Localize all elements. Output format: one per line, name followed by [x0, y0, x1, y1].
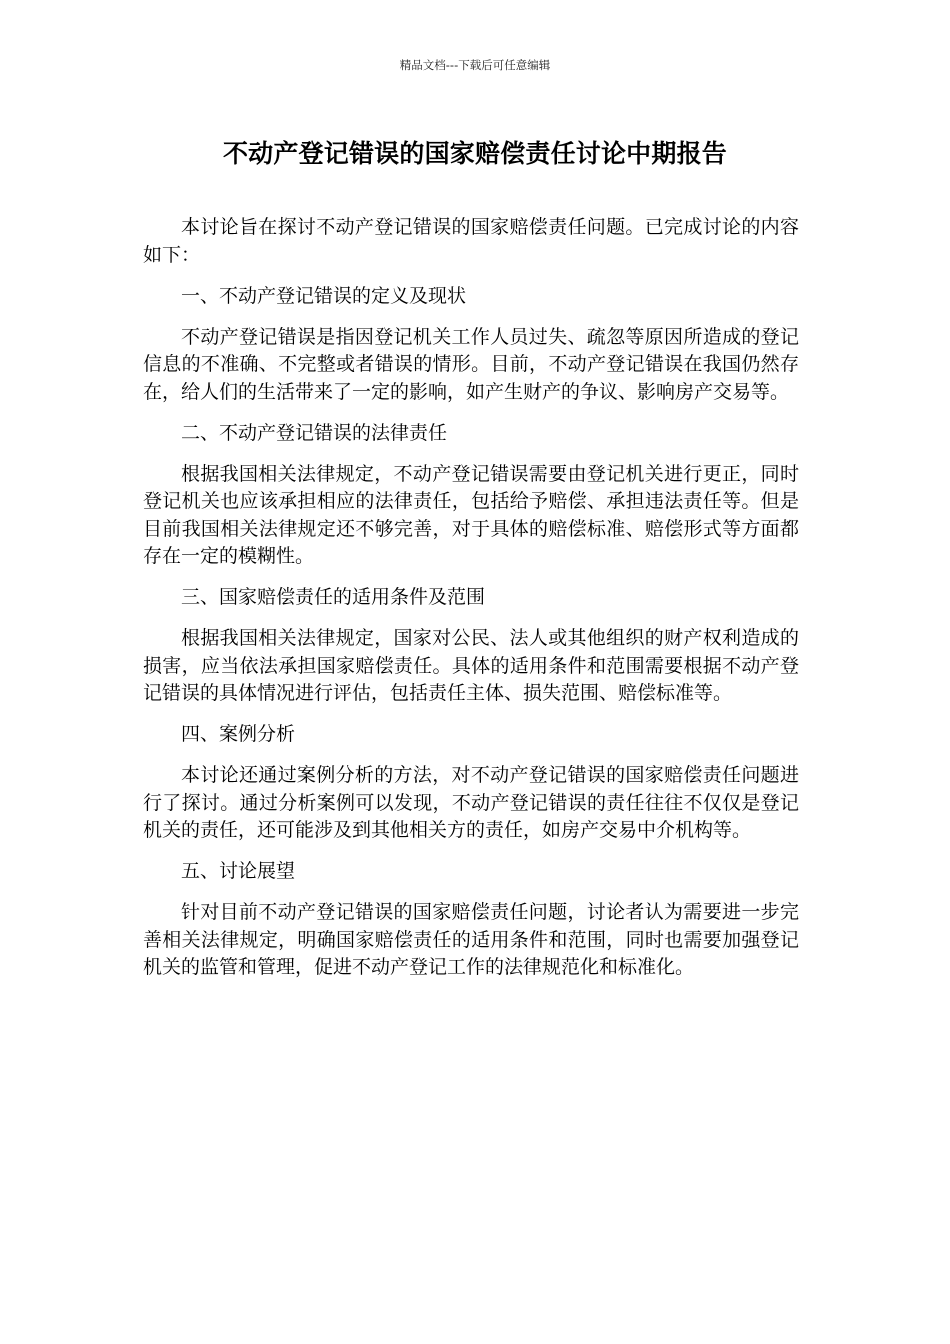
section-heading-1: 一、不动产登记错误的定义及现状	[181, 284, 467, 307]
section-paragraph-5: 针对目前不动产登记错误的国家赔偿责任问题，讨论者认为需要进一步完善相关法律规定，明确国家赔偿责任的适用条件和范围，同时也需要加强登记机关的监管和管理，促进不动产登记工作的法律规范化和标准化。	[143, 901, 799, 978]
section-heading-3: 三、国家赔偿责任的适用条件及范围	[181, 586, 486, 608]
intro-paragraph: 本讨论旨在探讨不动产登记错误的国家赔偿责任问题。已完成讨论的内容如下：	[143, 216, 799, 266]
section-heading-5: 五、讨论展望	[181, 860, 296, 882]
section-paragraph-4: 本讨论还通过案例分析的方法，对不动产登记错误的国家赔偿责任问题进行了探讨。通过分析案例可以发现，不动产登记错误的责任往往不仅仅是登记机关的责任，还可能涉及到其他相关方的责任，如房产交易中介机构等。	[143, 764, 799, 841]
section-paragraph-1: 不动产登记错误是指因登记机关工作人员过失、疏忽等原因所造成的登记信息的不准确、不完整或者错误的情形。目前，不动产登记错误在我国仍然存在，给人们的生活带来了一定的影响，如产生财产的争议、影响房产交易等。	[143, 325, 799, 403]
section-heading-4: 四、案例分析	[181, 723, 296, 745]
document-body	[143, 214, 799, 995]
section-paragraph-3: 根据我国相关法律规定，国家对公民、法人或其他组织的财产权利造成的损害，应当依法承担国家赔偿责任。具体的适用条件和范围需要根据不动产登记错误的具体情况进行评估，包括责任主体、损失范围、赔偿标准等。	[143, 627, 799, 704]
section-paragraph-2: 根据我国相关法律规定，不动产登记错误需要由登记机关进行更正，同时登记机关也应该承担相应的法律责任，包括给予赔偿、承担违法责任等。但是目前我国相关法律规定还不够完善，对于具体的赔偿标准、赔偿形式等方面都存在一定的模糊性。	[143, 462, 799, 567]
header-note: 精品文档---下载后可任意编辑	[399, 58, 551, 72]
section-heading-2: 二、不动产登记错误的法律责任	[181, 421, 448, 444]
document-title: 不动产登记错误的国家赔偿责任讨论中期报告	[222, 139, 727, 168]
